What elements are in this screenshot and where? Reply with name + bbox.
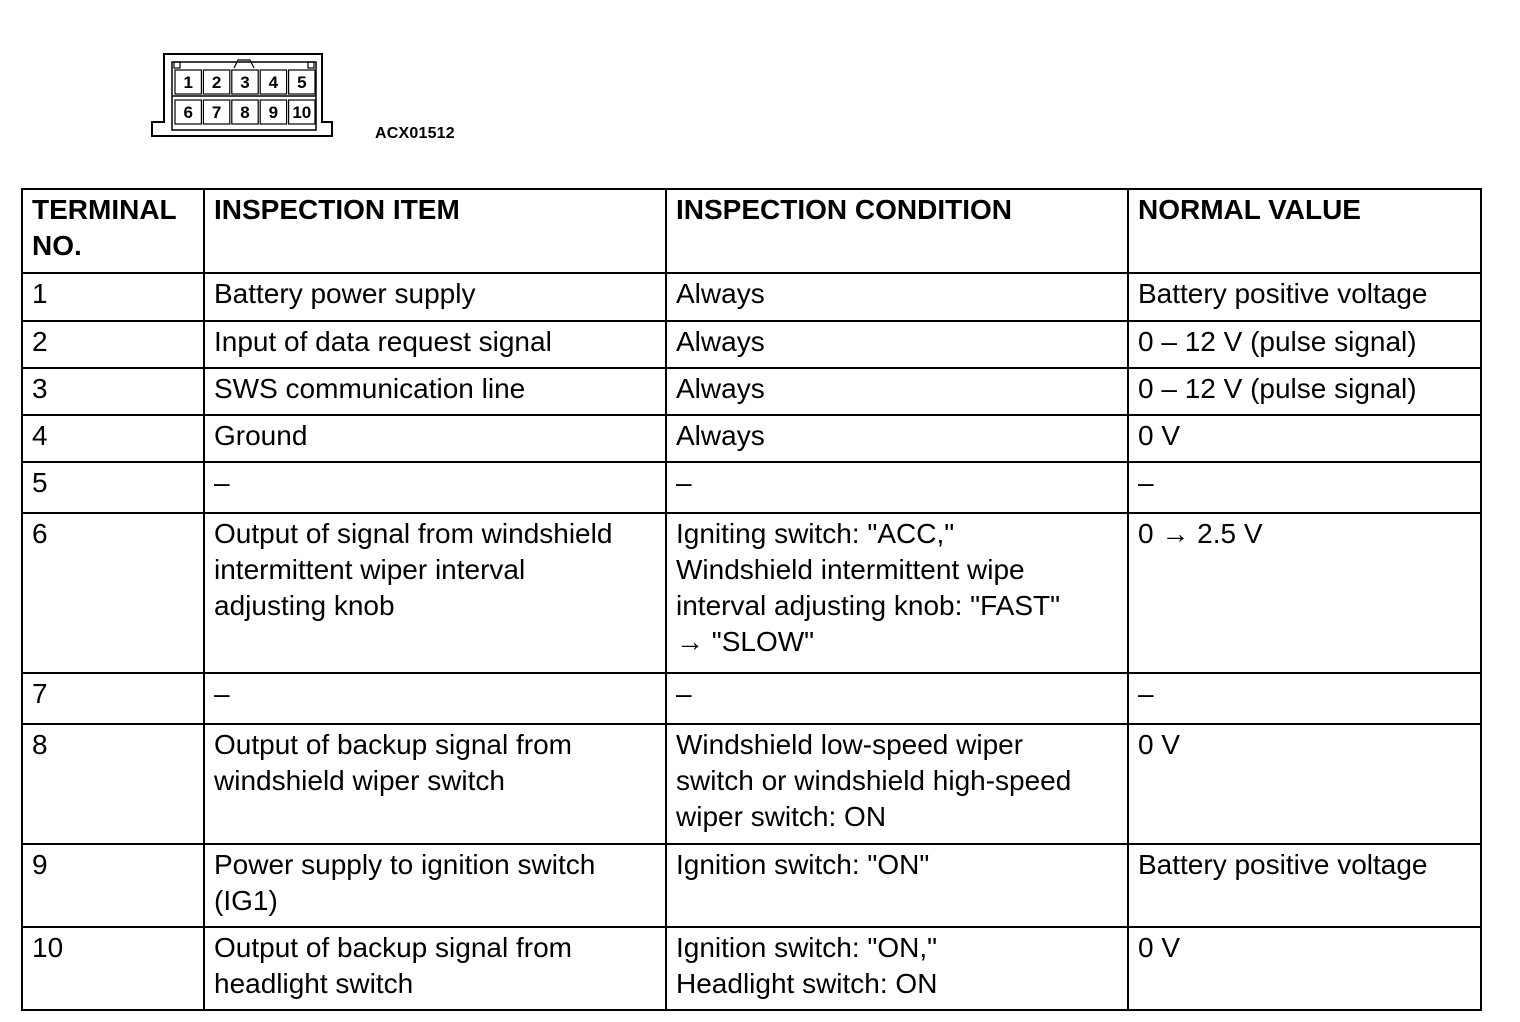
connector-pin-number: 1 <box>183 73 193 92</box>
cell-terminal-no: 8 <box>22 724 204 844</box>
cell-terminal-no: 6 <box>22 513 204 673</box>
table-row <box>22 368 1481 415</box>
table-row <box>22 927 1481 1010</box>
cell-normal-value: – <box>1128 462 1481 513</box>
figure-code: ACX01512 <box>375 125 455 142</box>
cell-inspection-condition: Windshield low-speed wiper switch or windshield high-speed wiper switch: ON <box>666 724 1128 844</box>
cell-normal-value: Battery positive voltage <box>1128 273 1481 321</box>
cell-inspection-condition: Always <box>666 321 1128 368</box>
connector-pin-number: 5 <box>297 73 307 92</box>
cell-inspection-condition: Igniting switch: "ACC," Windshield intermittent wipe interval adjusting knob: "FAST" → "SLOW" <box>666 513 1128 673</box>
cell-inspection-item: Power supply to ignition switch (IG1) <box>204 844 666 927</box>
cell-normal-value: 0 – 12 V (pulse signal) <box>1128 321 1481 368</box>
connector-pin-number: 8 <box>240 103 250 122</box>
cell-terminal-no: 9 <box>22 844 204 927</box>
header-inspection-item: INSPECTION ITEM <box>204 189 666 273</box>
cell-inspection-item: SWS communication line <box>204 368 666 415</box>
connector-diagram <box>150 52 336 142</box>
table-row <box>22 724 1481 844</box>
connector-outline-graphic <box>150 52 336 142</box>
table-row <box>22 321 1481 368</box>
table-row <box>22 513 1481 673</box>
cell-normal-value: 0 → 2.5 V <box>1128 513 1481 673</box>
cell-normal-value: 0 V <box>1128 927 1481 1010</box>
cell-inspection-condition: Ignition switch: "ON," Headlight switch: ON <box>666 927 1128 1010</box>
cell-inspection-condition: Always <box>666 273 1128 321</box>
cell-inspection-item: Output of signal from windshield intermittent wiper interval adjusting knob <box>204 513 666 673</box>
connector-pin-number: 2 <box>211 73 222 92</box>
cell-normal-value: 0 V <box>1128 415 1481 462</box>
cell-normal-value: 0 – 12 V (pulse signal) <box>1128 368 1481 415</box>
cell-inspection-item: Output of backup signal from headlight switch <box>204 927 666 1010</box>
connector-pin-number: 7 <box>211 103 222 122</box>
cell-inspection-condition: Always <box>666 368 1128 415</box>
table-row <box>22 462 1481 513</box>
connector-pin-number: 10 <box>292 103 312 122</box>
cell-inspection-item: – <box>204 673 666 724</box>
connector-pin-number: 4 <box>268 73 279 92</box>
cell-inspection-item: Output of backup signal from windshield wiper switch <box>204 724 666 844</box>
cell-normal-value: 0 V <box>1128 724 1481 844</box>
cell-inspection-condition: Ignition switch: "ON" <box>666 844 1128 927</box>
connector-pin-number: 9 <box>268 103 279 122</box>
header-inspection-condition: INSPECTION CONDITION <box>666 189 1128 273</box>
cell-inspection-condition: – <box>666 462 1128 513</box>
cell-terminal-no: 1 <box>22 273 204 321</box>
cell-terminal-no: 10 <box>22 927 204 1010</box>
header-terminal-no: TERMINAL NO. <box>22 189 204 273</box>
table-row <box>22 273 1481 321</box>
cell-inspection-item: – <box>204 462 666 513</box>
cell-inspection-condition: Always <box>666 415 1128 462</box>
cell-inspection-item: Input of data request signal <box>204 321 666 368</box>
cell-terminal-no: 4 <box>22 415 204 462</box>
cell-terminal-no: 2 <box>22 321 204 368</box>
connector-pin-number: 3 <box>240 73 250 92</box>
cell-normal-value: Battery positive voltage <box>1128 844 1481 927</box>
cell-inspection-condition: – <box>666 673 1128 724</box>
terminal-inspection-table <box>21 188 1482 1011</box>
table-row <box>22 844 1481 927</box>
cell-inspection-item: Battery power supply <box>204 273 666 321</box>
table-row <box>22 673 1481 724</box>
connector-pin-number: 6 <box>183 103 193 122</box>
cell-terminal-no: 7 <box>22 673 204 724</box>
table-row <box>22 415 1481 462</box>
header-normal-value: NORMAL VALUE <box>1128 189 1481 273</box>
cell-terminal-no: 5 <box>22 462 204 513</box>
table-header-row <box>22 189 1481 273</box>
cell-terminal-no: 3 <box>22 368 204 415</box>
cell-normal-value: – <box>1128 673 1481 724</box>
cell-inspection-item: Ground <box>204 415 666 462</box>
